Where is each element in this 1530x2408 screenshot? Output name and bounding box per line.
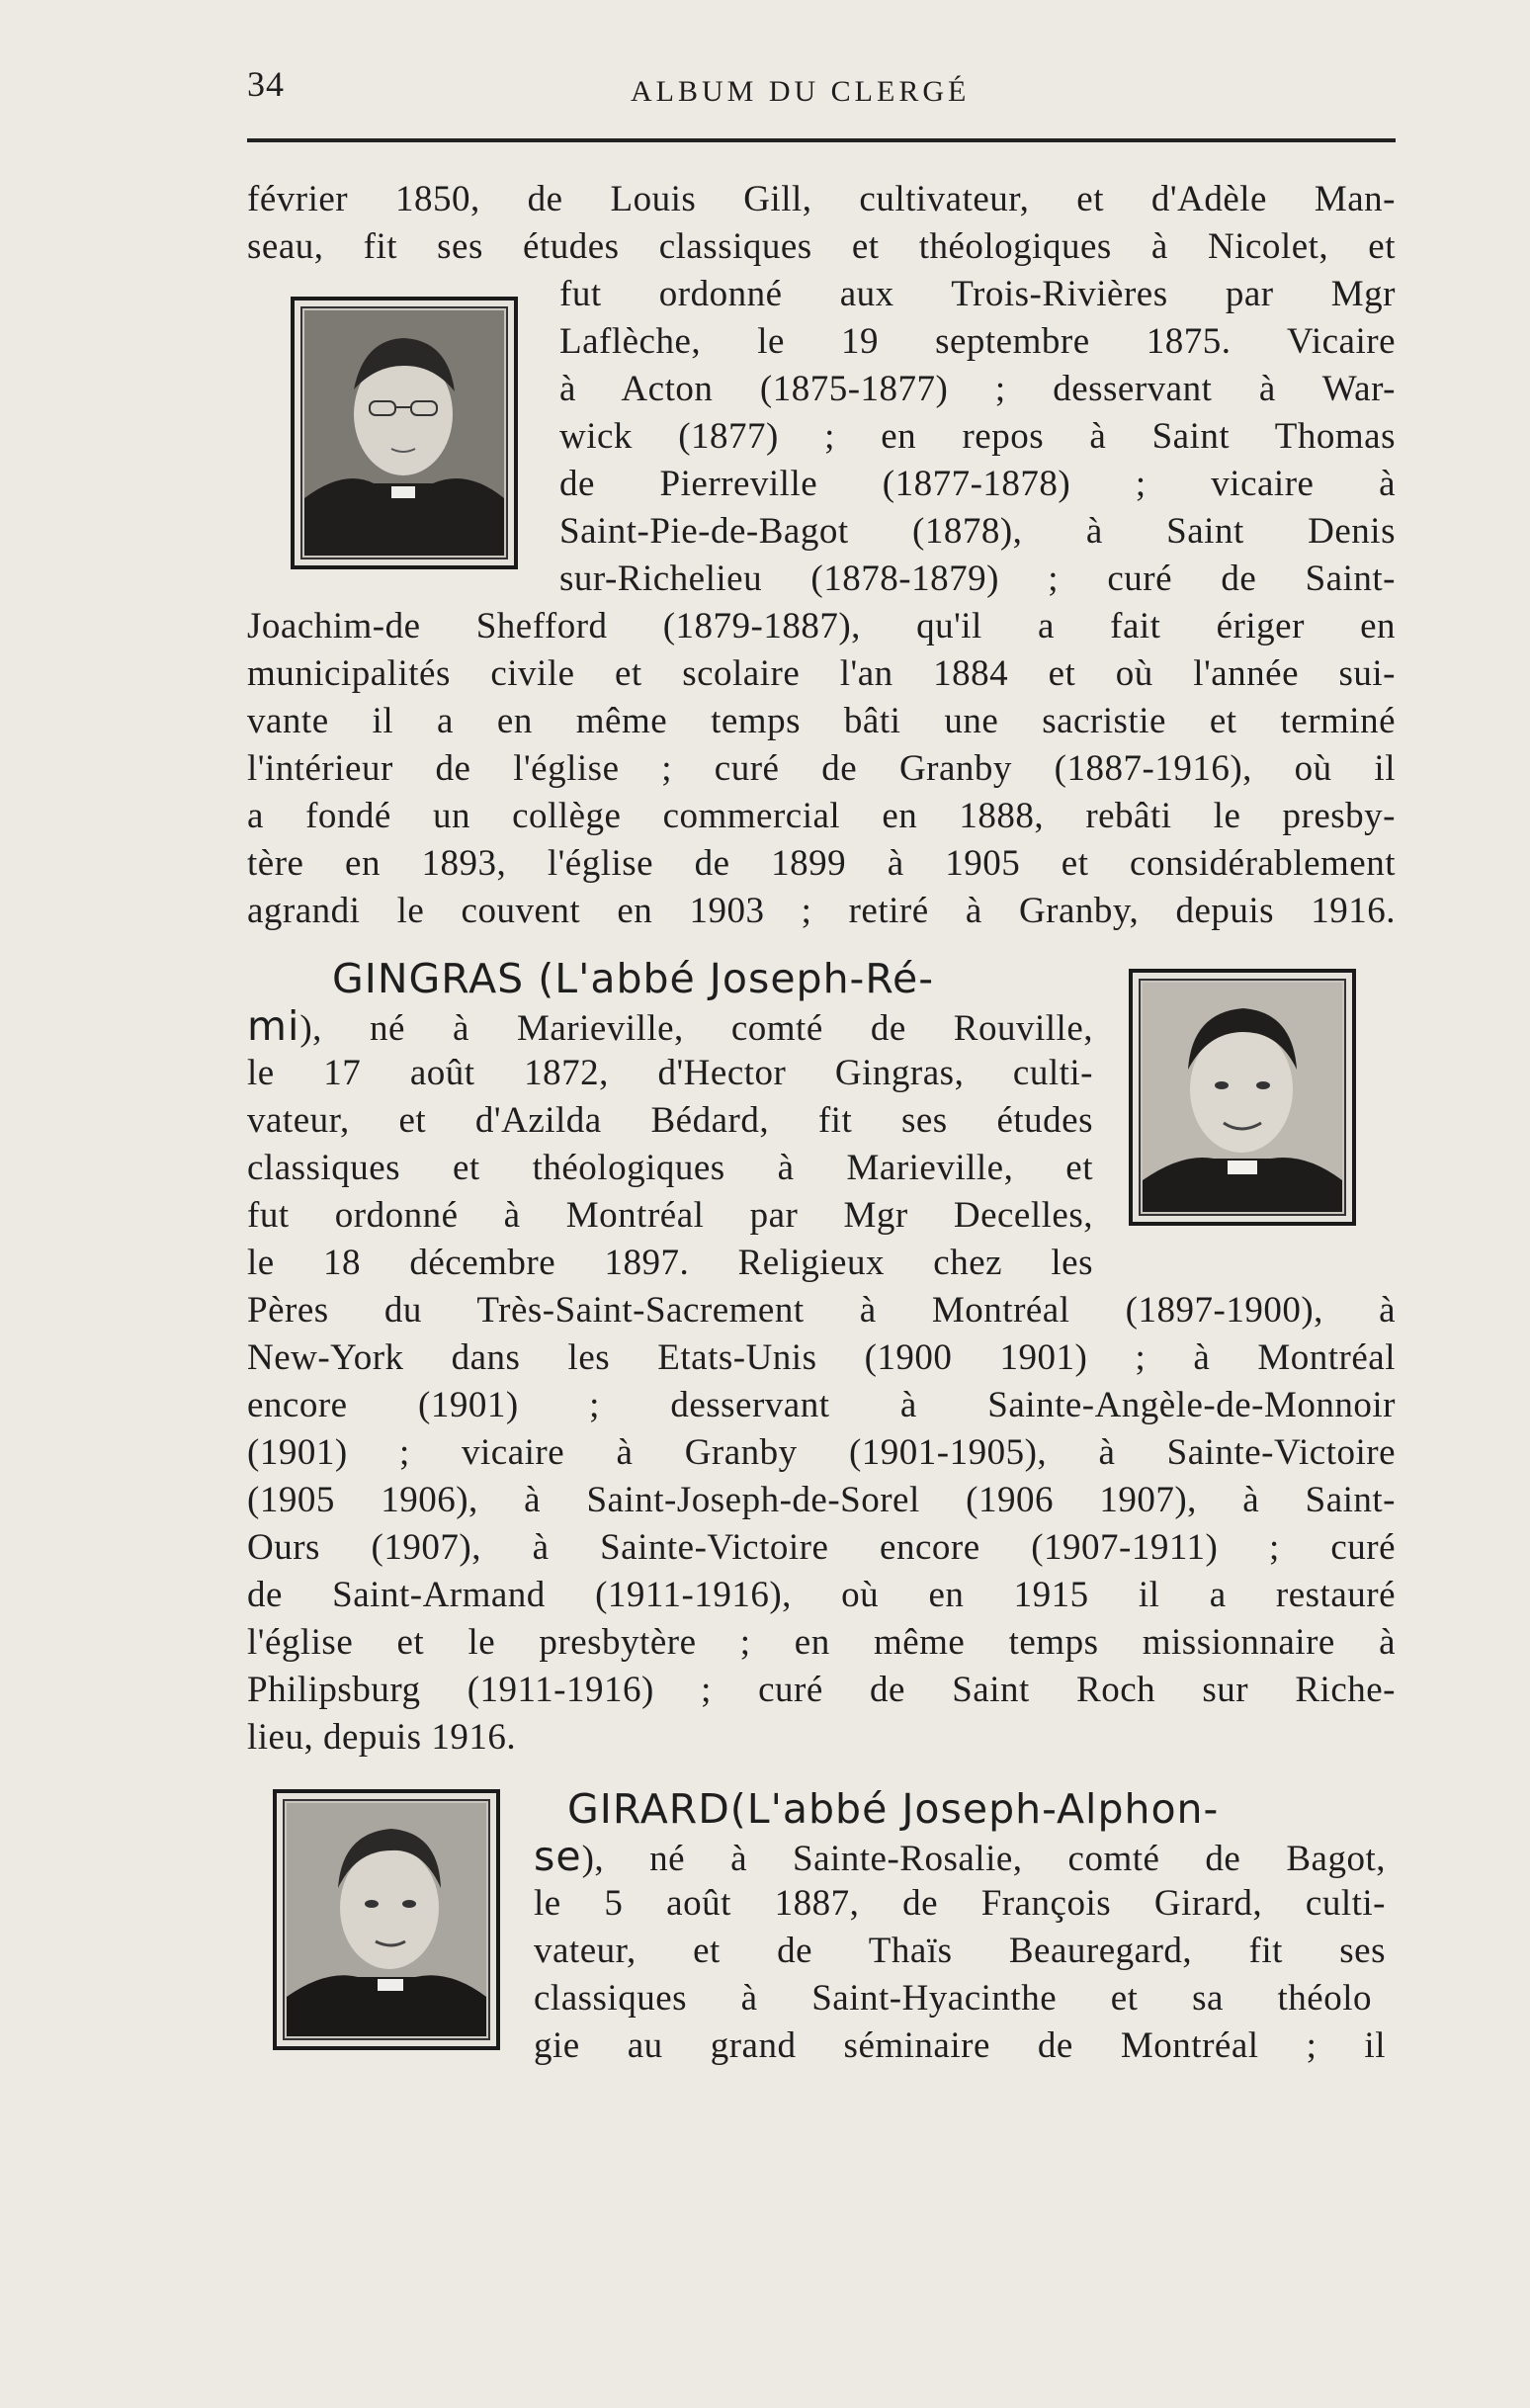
text-span: ), né à Sainte-Rosalie, comté de Bagot, xyxy=(581,1839,1386,1879)
page-header xyxy=(247,63,1396,152)
text-line: New-York dans les Etats-Unis (1900 1901) ; à Montréal xyxy=(247,1337,1396,1378)
page-number: 34 xyxy=(247,64,285,104)
portrait-photo-gill xyxy=(291,297,518,569)
text-line: Laflèche, le 19 septembre 1875. Vicaire xyxy=(559,321,1396,362)
text-line: le 18 décembre 1897. Religieux chez les xyxy=(247,1243,1093,1283)
text-line: Philipsburg (1911-1916) ; curé de Saint Roch sur Riche- xyxy=(247,1670,1396,1710)
text-line: wick (1877) ; en repos à Saint Thomas xyxy=(559,416,1396,457)
entry-name-cont: mi xyxy=(247,1002,300,1050)
running-title: ALBUM DU CLERGÉ xyxy=(631,75,971,108)
header-rule xyxy=(247,138,1396,142)
portrait-image xyxy=(287,1803,486,2036)
portrait-image xyxy=(304,310,504,556)
entry-heading xyxy=(332,955,1093,1002)
text-line: gie au grand séminaire de Montréal ; il xyxy=(534,2025,1386,2066)
text-span: ), né à Marieville, comté de Rouville, xyxy=(299,1008,1093,1049)
text-line: fut ordonné à Montréal par Mgr Decelles, xyxy=(247,1195,1093,1236)
entry-name: GIRARD xyxy=(567,1785,730,1833)
text-line: le 17 août 1872, d'Hector Gingras, culti- xyxy=(247,1053,1093,1093)
text-line: classiques à Saint-Hyacinthe et sa théolo xyxy=(534,1978,1372,2019)
text-line xyxy=(534,1833,1386,1880)
text-line: seau, fit ses études classiques et théologiques à Nicolet, et xyxy=(247,226,1396,267)
portrait-image xyxy=(1143,983,1342,1212)
portrait-photo-girard xyxy=(273,1789,500,2050)
text-line: vante il a en même temps bâti une sacristie et terminé xyxy=(247,701,1396,741)
text-line: Joachim-de Shefford (1879-1887), qu'il a fait ériger en xyxy=(247,606,1396,646)
text-line: le 5 août 1887, de François Girard, culti- xyxy=(534,1883,1386,1924)
text-line: municipalités civile et scolaire l'an 1884 et où l'année sui- xyxy=(247,653,1396,694)
text-line: (1901) ; vicaire à Granby (1901-1905), à Sainte-Victoire xyxy=(247,1432,1396,1473)
entry-name-cont: se xyxy=(534,1833,582,1880)
text-line: l'intérieur de l'église ; curé de Granby (1887-1916), où il xyxy=(247,748,1396,789)
text-line: à Acton (1875-1877) ; desservant à War- xyxy=(559,369,1396,409)
portrait-photo-gingras xyxy=(1129,969,1356,1226)
text-line: agrandi le couvent en 1903 ; retiré à Granby, depuis 1916. xyxy=(247,891,1396,931)
text-line: a fondé un collège commercial en 1888, rebâti le presby- xyxy=(247,796,1396,836)
text-line: Pères du Très-Saint-Sacrement à Montréal (1897-1900), à xyxy=(247,1290,1396,1331)
text-line: Saint-Pie-de-Bagot (1878), à Saint Denis xyxy=(559,511,1396,552)
entry-name: GINGRAS xyxy=(332,955,525,1002)
entry-name-title: (L'abbé Joseph-Alphon- xyxy=(729,1785,1220,1833)
text-line: Ours (1907), à Sainte-Victoire encore (1907-1911) ; curé xyxy=(247,1527,1396,1568)
text-line: fut ordonné aux Trois-Rivières par Mgr xyxy=(559,274,1396,314)
text-line xyxy=(247,1002,1093,1050)
text-line: vateur, et d'Azilda Bédard, fit ses études xyxy=(247,1100,1093,1141)
text-line: tère en 1893, l'église de 1899 à 1905 et considérablement xyxy=(247,843,1396,884)
text-line: (1905 1906), à Saint-Joseph-de-Sorel (1906 1907), à Saint- xyxy=(247,1480,1396,1520)
text-line: février 1850, de Louis Gill, cultivateur, et d'Adèle Man- xyxy=(247,179,1396,219)
entry-name-title: (L'abbé Joseph-Ré- xyxy=(524,955,935,1002)
text-line: vateur, et de Thaïs Beauregard, fit ses xyxy=(534,1931,1386,1971)
text-line: encore (1901) ; desservant à Sainte-Angèle-de-Monnoir xyxy=(247,1385,1396,1425)
entry-heading xyxy=(567,1785,1396,1833)
text-line: classiques et théologiques à Marieville, et xyxy=(247,1148,1093,1188)
text-line: de Pierreville (1877-1878) ; vicaire à xyxy=(559,464,1396,504)
text-line: l'église et le presbytère ; en même temps missionnaire à xyxy=(247,1622,1396,1663)
text-line: lieu, depuis 1916. xyxy=(247,1717,517,1758)
text-line: de Saint-Armand (1911-1916), où en 1915 il a restauré xyxy=(247,1575,1396,1615)
text-line: sur-Richelieu (1878-1879) ; curé de Saint- xyxy=(559,559,1396,599)
